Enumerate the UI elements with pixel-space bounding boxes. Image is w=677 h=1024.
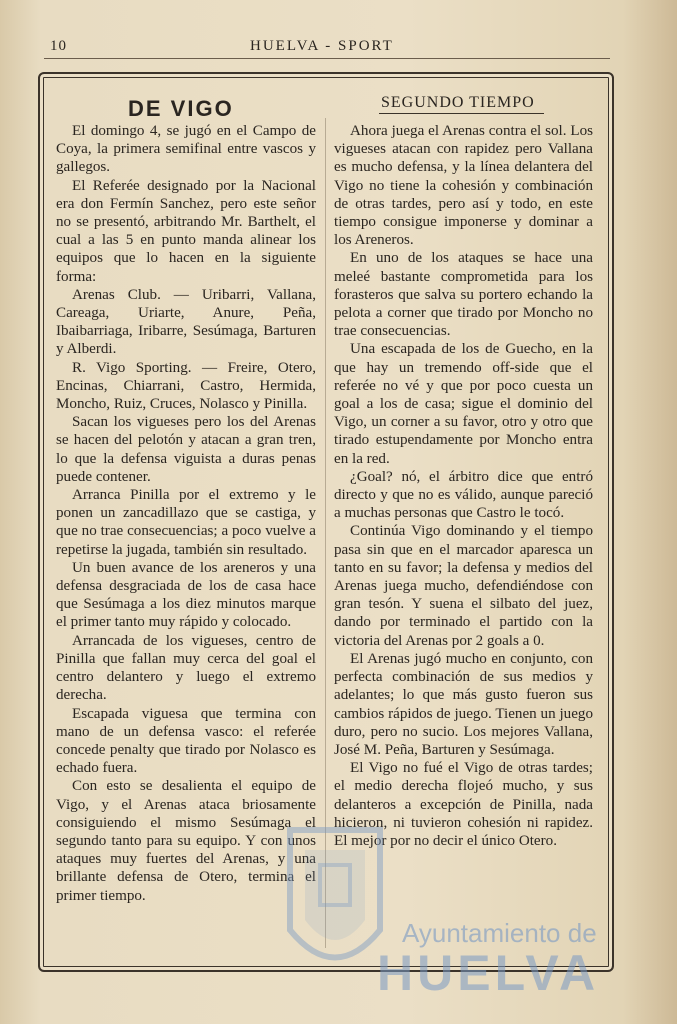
right-column (334, 122, 593, 850)
paragraph: Una escapada de los de Guecho, en la que hay un tremendo off-side que el referée no vé y que por poco cuesta un goal a los de casa; sigue el dominio del Vigo, un corner a su favor, otro y otro que tirado estupendamente por Moncho entra en la red. (334, 341, 593, 467)
paragraph: Sacan los vigueses pero los del Arenas se hacen del pelotón y atacan a gran tren, lo que la defensa viguista a duras penas puede contener. (56, 414, 316, 485)
paragraph: Arranca Pinilla por el extremo y le ponen un zancadillazo que se castiga, y que no trae consecuencias; a poco vuelve a repetirse la jugada, también sin resultado. (56, 487, 316, 558)
section-heading-underline (379, 113, 544, 114)
paragraph: Escapada viguesa que termina con mano de un defensa vasco: el referée concede penalty que tirado por Nolasco es echado fuera. (56, 705, 316, 777)
watermark-line2: HUELVA (377, 945, 600, 1001)
paragraph: Continúa Vigo dominando y el tiempo pasa sin que en el marcador aparesca un tanto en su favor; la defensa y medios del Arenas juega mucho, defendiéndose con gran tesón. Y suena el silbato del juez, dando por terminado el partido con la victoria del Arenas por 2 goals a 0. (334, 523, 593, 649)
paragraph: Arenas Club. — Uribarri, Vallana, Careaga, Uriarte, Anure, Peña, Ibaibarriaga, Iribarre, Sesúmaga, Barturen y Alberdi. (56, 286, 316, 358)
paragraph: R. Vigo Sporting. — Freire, Otero, Encinas, Chiarrani, Castro, Hermida, Moncho, Ruiz, Cruces, Nolasco y Pinilla. (56, 359, 316, 413)
section-heading: SEGUNDO TIEMPO (381, 94, 535, 111)
paragraph: Ahora juega el Arenas contra el sol. Los vigueses atacan con rapidez pero Vallana es mucho defensa, y la línea delantera del Vigo no tiene la cohesión y combinación de otras tardes, pero así y todo, en este tiempo consigue imponerse y dominar a los Areneros. (334, 123, 593, 249)
paragraph: En uno de los ataques se hace una meleé bastante comprometida para los forasteros que salva su portero echando la pelota a corner que tirado por Moncho no trae consecuencias. (334, 250, 593, 340)
paragraph: El domingo 4, se jugó en el Campo de Coya, la primera semifinal entre vascos y gallegos. (56, 123, 316, 176)
paragraph: El Vigo no fué el Vigo de otras tardes; el medio derecha flojeó mucho, y sus delanteros a excepción de Pinilla, nada hicieron, ni tuvieron cohesión ni rapidez. El mejor por no decir el único Otero. (334, 760, 593, 849)
paragraph: Arrancada de los vigueses, centro de Pinilla que fallan muy cerca del goal el centro delantero y luego el extremo derecha. (56, 632, 316, 704)
paragraph: El Arenas jugó mucho en conjunto, con perfecta combinación de sus medios y adelantes; lo que más gusto fueron sus cambios rápidos de juego. Tienen un juego duro, pero no sucio. Los mejores Vallana, José M. Peña, Barturen y Sesúmaga. (334, 650, 593, 758)
paragraph: Con esto se desalienta el equipo de Vigo, y el Arenas ataca briosamente consiguiendo el mismo Sesúmaga el segundo tanto para su equipo. Y con unos ataques muy fuertes del Arenas, y una brillante defensa de Otero, termina el primer tiempo. (56, 778, 316, 904)
watermark-line1: Ayuntamiento de (402, 918, 597, 948)
left-column (56, 122, 316, 905)
page-number: 10 (50, 38, 67, 54)
paragraph: ¿Goal? nó, el árbitro dice que entró directo y que no es válido, aunque pareció a muchas personas que Castro le tocó. (334, 468, 593, 522)
publication-title: HUELVA - SPORT (250, 38, 394, 54)
header-rule (44, 58, 610, 59)
article-heading: DE VIGO (128, 96, 234, 121)
paragraph: El Referée designado por la Nacional era don Fermín Sanchez, pero este señor no se presentó, arbitrando Mr. Barthelt, el cual a las 5 en punto manda alinear los equipos que lo hacen en la siguiente forma: (56, 177, 316, 285)
paragraph: Un buen avance de los areneros y una defensa desgraciada de los de casa hace que Sesúmaga a los diez minutos marque el primer tanto muy rápido y colocado. (56, 559, 316, 631)
